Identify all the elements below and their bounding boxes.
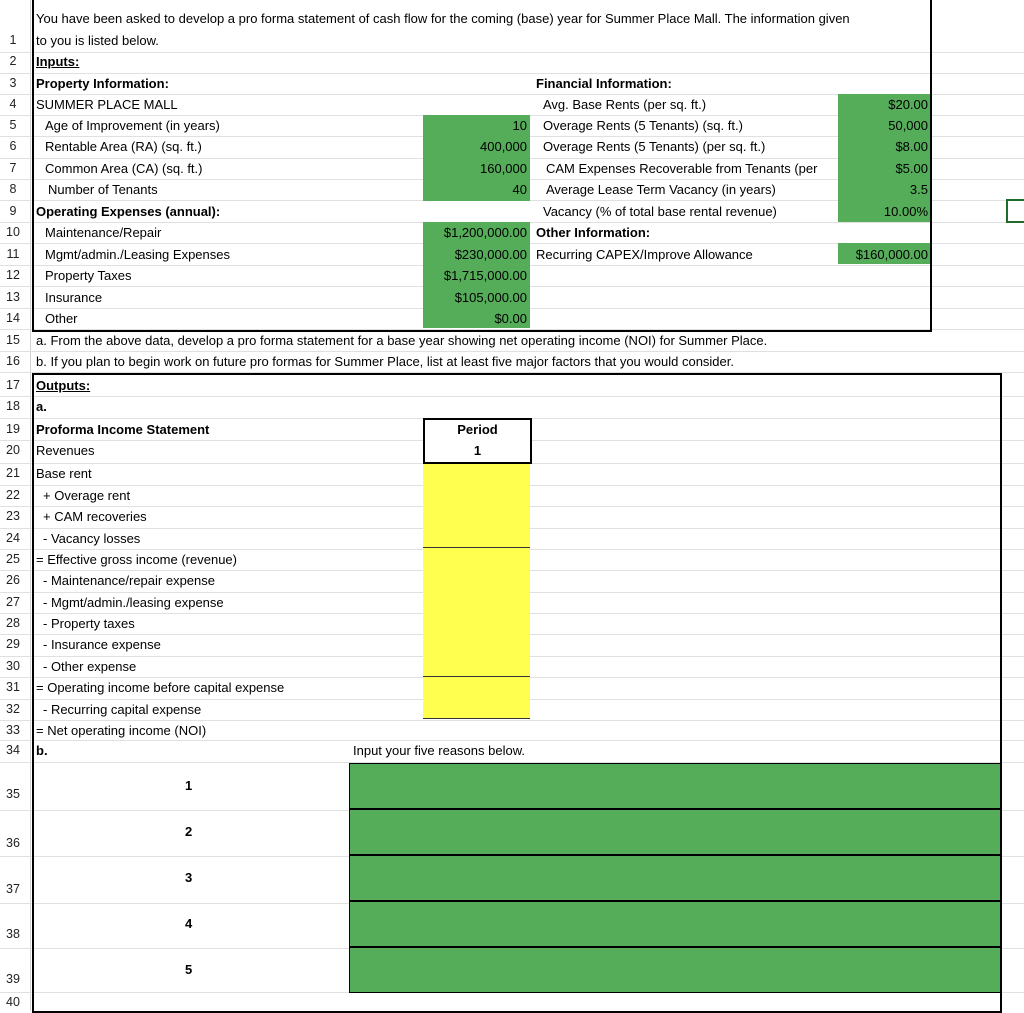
row-number: 31 (6, 680, 20, 694)
selected-cell[interactable] (1006, 199, 1024, 223)
statement-line: = Operating income before capital expense (36, 680, 285, 695)
fin-label-lease-vacancy: Average Lease Term Vacancy (in years) (546, 182, 776, 197)
row-number: 16 (6, 354, 20, 368)
row-number: 37 (6, 882, 20, 896)
prop-label-age: Age of Improvement (in years) (45, 118, 220, 133)
part-b-label: b. (36, 743, 48, 758)
intro-line-2: to you is listed below. (36, 33, 159, 48)
statement-line: Revenues (36, 443, 95, 458)
opex-label-mgmt: Mgmt/admin./Leasing Expenses (45, 247, 230, 262)
reason-input-box[interactable] (349, 947, 1001, 993)
statement-line: - Insurance expense (43, 637, 161, 652)
row-number: 2 (9, 54, 17, 68)
row-number: 27 (6, 595, 20, 609)
opex-label-maint: Maintenance/Repair (45, 225, 162, 240)
opex-label-ins: Insurance (45, 290, 103, 305)
statement-line: = Net operating income (NOI) (36, 723, 207, 738)
opex-value-ins[interactable]: $105,000.00 (454, 290, 527, 305)
row-number: 5 (9, 118, 17, 132)
period-number: 1 (473, 443, 482, 458)
row-number: 21 (6, 466, 20, 480)
row-number: 38 (6, 927, 20, 941)
statement-line: - Vacancy losses (43, 531, 141, 546)
fin-value-cam[interactable]: $5.00 (895, 161, 928, 176)
outputs-label: Outputs: (36, 378, 91, 393)
fin-value-overage-per[interactable]: $8.00 (895, 139, 928, 154)
row-number: 23 (6, 509, 20, 523)
statement-line: Base rent (36, 466, 92, 481)
other-info-header: Other Information: (536, 225, 651, 240)
prop-value-ca[interactable]: 160,000 (480, 161, 527, 176)
statement-line: - Maintenance/repair expense (43, 573, 215, 588)
opex-value-other[interactable]: $0.00 (494, 311, 527, 326)
fin-label-overage-per: Overage Rents (5 Tenants) (per sq. ft.) (543, 139, 766, 154)
row-number: 4 (9, 97, 17, 111)
row-number: 32 (6, 702, 20, 716)
fin-label-overage-sqft: Overage Rents (5 Tenants) (sq. ft.) (543, 118, 743, 133)
fin-value-base[interactable]: $20.00 (888, 97, 928, 112)
row-number: 9 (9, 204, 17, 218)
question-a: a. From the above data, develop a pro forma statement for a base year showing net operating income (NOI) for Summer Place. (36, 333, 768, 348)
row-number: 24 (6, 531, 20, 545)
financial-header: Financial Information: (536, 76, 672, 91)
statement-line: - Other expense (43, 659, 137, 674)
prop-label-tenants: Number of Tenants (48, 182, 158, 197)
statement-line: + Overage rent (43, 488, 131, 503)
statement-line: - Property taxes (43, 616, 135, 631)
row-number: 30 (6, 659, 20, 673)
opex-value-mgmt[interactable]: $230,000.00 (454, 247, 527, 262)
row-number: 17 (6, 378, 20, 392)
row-number: 39 (6, 972, 20, 986)
row-number: 40 (6, 995, 20, 1009)
property-header: Property Information: (36, 76, 169, 91)
row-number: 12 (6, 268, 20, 282)
question-b: b. If you plan to begin work on future pro formas for Summer Place, list at least five major factors that you would consider. (36, 354, 734, 369)
statement-line: - Recurring capital expense (43, 702, 202, 717)
row-number: 29 (6, 637, 20, 651)
statement-line: + CAM recoveries (43, 509, 147, 524)
prop-label-ca: Common Area (CA) (sq. ft.) (45, 161, 203, 176)
row-number: 8 (9, 182, 17, 196)
prop-label-ra: Rentable Area (RA) (sq. ft.) (45, 139, 202, 154)
prop-value-ra[interactable]: 400,000 (480, 139, 527, 154)
row-number: 35 (6, 787, 20, 801)
reason-number: 4 (185, 916, 193, 931)
opex-label-taxes: Property Taxes (45, 268, 132, 283)
inputs-label: Inputs: (36, 54, 80, 69)
row-number: 33 (6, 723, 20, 737)
fin-value-vacancy[interactable]: 10.00% (883, 204, 928, 219)
period-label: Period (457, 422, 498, 437)
row-number: 25 (6, 552, 20, 566)
fin-value-lease-vacancy[interactable]: 3.5 (909, 182, 928, 197)
reason-number: 1 (185, 778, 193, 793)
prop-value-age[interactable]: 10 (512, 118, 527, 133)
statement-line: - Mgmt/admin./leasing expense (43, 595, 224, 610)
grid-line (0, 351, 1024, 352)
property-name: SUMMER PLACE MALL (36, 97, 178, 112)
row-number: 14 (6, 311, 20, 325)
row-number: 7 (9, 161, 17, 175)
reason-number: 2 (185, 824, 193, 839)
statement-title: Proforma Income Statement (36, 422, 210, 437)
row-number: 6 (9, 139, 17, 153)
capex-value[interactable]: $160,000.00 (855, 247, 928, 262)
row-number: 28 (6, 616, 20, 630)
opex-header: Operating Expenses (annual): (36, 204, 221, 219)
reason-number: 5 (185, 962, 193, 977)
row-number: 20 (6, 443, 20, 457)
reason-number: 3 (185, 870, 193, 885)
row-number: 26 (6, 573, 20, 587)
reason-input-box[interactable] (349, 809, 1001, 855)
opex-label-other: Other (45, 311, 78, 326)
fin-label-vacancy: Vacancy (% of total base rental revenue) (543, 204, 777, 219)
row-number: 36 (6, 836, 20, 850)
prop-value-tenants[interactable]: 40 (512, 182, 527, 197)
fin-label-cam: CAM Expenses Recoverable from Tenants (per (546, 161, 818, 176)
fin-label-base: Avg. Base Rents (per sq. ft.) (543, 97, 707, 112)
statement-line: = Effective gross income (revenue) (36, 552, 237, 567)
row-number: 1 (9, 33, 17, 47)
reason-input-box[interactable] (349, 763, 1001, 809)
row-number: 10 (6, 225, 20, 239)
row-number: 13 (6, 290, 20, 304)
row-number: 22 (6, 488, 20, 502)
row-number: 19 (6, 422, 20, 436)
fin-value-overage-sqft[interactable]: 50,000 (888, 118, 928, 133)
reasons-prompt: Input your five reasons below. (353, 743, 525, 758)
capex-label: Recurring CAPEX/Improve Allowance (536, 247, 753, 262)
intro-line-1: You have been asked to develop a pro forma statement of cash flow for the coming (base) year for Summer Place Mall. The information given (36, 11, 850, 26)
part-a-label: a. (36, 399, 47, 414)
reason-input-box[interactable] (349, 855, 1001, 901)
row-number: 18 (6, 399, 20, 413)
row-number: 34 (6, 743, 20, 757)
reason-input-box[interactable] (349, 901, 1001, 947)
opex-value-maint[interactable]: $1,200,000.00 (443, 225, 527, 240)
row-number: 3 (9, 76, 17, 90)
row-number: 15 (6, 333, 20, 347)
row-number: 11 (6, 247, 20, 261)
opex-value-taxes[interactable]: $1,715,000.00 (443, 268, 527, 283)
